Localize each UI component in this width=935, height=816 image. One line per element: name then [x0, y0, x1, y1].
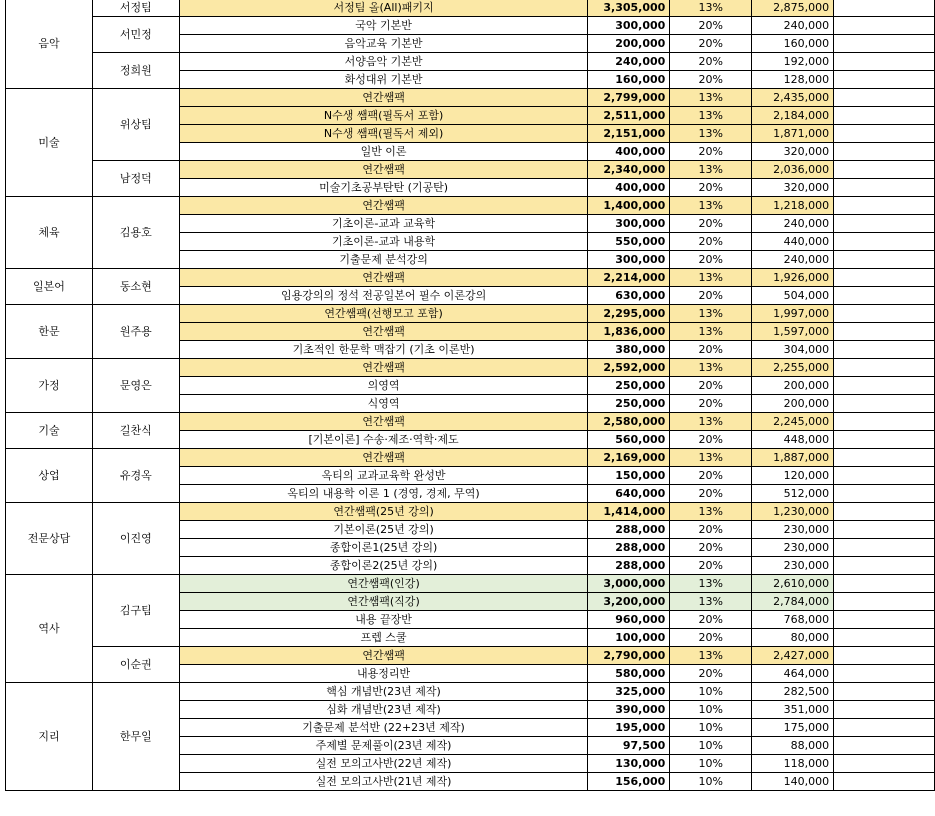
teacher-cell[interactable]: 길찬식 [92, 413, 179, 449]
course-cell[interactable]: 연간쌤팩(직강) [179, 593, 588, 611]
final-price-cell[interactable]: 464,000 [752, 665, 834, 683]
empty-cell [834, 485, 935, 503]
price-cell[interactable]: 250,000 [588, 377, 670, 395]
course-cell[interactable]: 실전 모의고사반(21년 제작) [179, 773, 588, 791]
price-cell[interactable]: 2,340,000 [588, 161, 670, 179]
table-row [6, 53, 935, 71]
price-cell[interactable]: 2,799,000 [588, 89, 670, 107]
final-price-cell[interactable]: 118,000 [752, 755, 834, 773]
empty-cell [834, 503, 935, 521]
empty-cell [834, 269, 935, 287]
teacher-cell[interactable]: 김용호 [92, 197, 179, 269]
course-cell[interactable]: 내용 끝장반 [179, 611, 588, 629]
course-cell[interactable]: 일반 이론 [179, 143, 588, 161]
discount-rate-cell[interactable]: 13% [670, 161, 752, 179]
course-cell[interactable]: 주제별 문제풀이(23년 제작) [179, 737, 588, 755]
final-price-cell[interactable]: 1,887,000 [752, 449, 834, 467]
price-cell[interactable]: 300,000 [588, 251, 670, 269]
price-cell[interactable]: 325,000 [588, 683, 670, 701]
final-price-cell[interactable]: 351,000 [752, 701, 834, 719]
empty-cell [834, 683, 935, 701]
empty-cell [834, 647, 935, 665]
empty-cell [834, 575, 935, 593]
price-cell[interactable]: 3,305,000 [588, 0, 670, 17]
price-cell[interactable]: 300,000 [588, 17, 670, 35]
final-price-cell[interactable]: 200,000 [752, 395, 834, 413]
price-cell[interactable]: 390,000 [588, 701, 670, 719]
course-cell[interactable]: 연간쌤팩 [179, 413, 588, 431]
course-cell[interactable]: 식영역 [179, 395, 588, 413]
price-cell[interactable]: 250,000 [588, 395, 670, 413]
discount-rate-cell[interactable]: 20% [670, 485, 752, 503]
price-cell[interactable]: 288,000 [588, 539, 670, 557]
discount-rate-cell[interactable]: 10% [670, 719, 752, 737]
price-cell[interactable]: 150,000 [588, 467, 670, 485]
discount-rate-cell[interactable]: 10% [670, 755, 752, 773]
price-cell[interactable]: 1,400,000 [588, 197, 670, 215]
course-cell[interactable]: 연간쌤팩 [179, 647, 588, 665]
final-price-cell[interactable]: 304,000 [752, 341, 834, 359]
price-cell[interactable]: 2,592,000 [588, 359, 670, 377]
course-cell[interactable]: 기초이론-교과 교육학 [179, 215, 588, 233]
course-cell[interactable]: 국악 기본반 [179, 17, 588, 35]
empty-cell [834, 629, 935, 647]
final-price-cell[interactable]: 230,000 [752, 539, 834, 557]
table-row [6, 413, 935, 431]
discount-rate-cell[interactable]: 20% [670, 233, 752, 251]
final-price-cell[interactable]: 120,000 [752, 467, 834, 485]
teacher-cell[interactable]: 이순권 [92, 647, 179, 683]
table-row [6, 17, 935, 35]
final-price-cell[interactable]: 240,000 [752, 251, 834, 269]
course-cell[interactable]: 연간쌤팩 [179, 197, 588, 215]
course-cell[interactable]: 임용강의의 정석 전공일본어 필수 이론강의 [179, 287, 588, 305]
empty-cell [834, 71, 935, 89]
price-cell[interactable]: 2,295,000 [588, 305, 670, 323]
empty-cell [834, 701, 935, 719]
final-price-cell[interactable]: 1,926,000 [752, 269, 834, 287]
subject-cell[interactable]: 한문 [6, 305, 93, 359]
empty-cell [834, 215, 935, 233]
final-price-cell[interactable]: 2,036,000 [752, 161, 834, 179]
discount-rate-cell[interactable]: 13% [670, 359, 752, 377]
course-cell[interactable]: 옥티의 교과교육학 완성반 [179, 467, 588, 485]
final-price-cell[interactable]: 1,230,000 [752, 503, 834, 521]
course-cell[interactable]: 음악교육 기본반 [179, 35, 588, 53]
final-price-cell[interactable]: 160,000 [752, 35, 834, 53]
teacher-cell[interactable]: 위상팀 [92, 89, 179, 161]
discount-rate-cell[interactable]: 20% [670, 395, 752, 413]
subject-cell[interactable]: 음악 [6, 0, 93, 89]
final-price-cell[interactable]: 2,610,000 [752, 575, 834, 593]
price-cell[interactable]: 288,000 [588, 557, 670, 575]
subject-cell[interactable]: 일본어 [6, 269, 93, 305]
table-row [6, 575, 935, 593]
discount-rate-cell[interactable]: 13% [670, 647, 752, 665]
empty-cell [834, 611, 935, 629]
empty-cell [834, 521, 935, 539]
table-row [6, 503, 935, 521]
final-price-cell[interactable]: 320,000 [752, 143, 834, 161]
table-row [6, 89, 935, 107]
empty-cell [834, 53, 935, 71]
price-cell[interactable]: 3,000,000 [588, 575, 670, 593]
final-price-cell[interactable]: 512,000 [752, 485, 834, 503]
empty-cell [834, 431, 935, 449]
price-cell[interactable]: 288,000 [588, 521, 670, 539]
discount-rate-cell[interactable]: 20% [670, 377, 752, 395]
empty-cell [834, 17, 935, 35]
final-price-cell[interactable]: 1,997,000 [752, 305, 834, 323]
course-cell[interactable]: 연간쌤팩(선행모고 포함) [179, 305, 588, 323]
price-cell[interactable]: 160,000 [588, 71, 670, 89]
final-price-cell[interactable]: 2,435,000 [752, 89, 834, 107]
empty-cell [834, 377, 935, 395]
course-cell[interactable]: 심화 개념반(23년 제작) [179, 701, 588, 719]
teacher-cell[interactable]: 서정팀 [92, 0, 179, 17]
empty-cell [834, 161, 935, 179]
course-cell[interactable]: 연간쌤팩 [179, 359, 588, 377]
price-cell[interactable]: 156,000 [588, 773, 670, 791]
table-row [6, 0, 935, 17]
discount-rate-cell[interactable]: 13% [670, 107, 752, 125]
price-cell[interactable]: 97,500 [588, 737, 670, 755]
final-price-cell[interactable]: 192,000 [752, 53, 834, 71]
course-cell[interactable]: 옥티의 내용학 이론 1 (경영, 경제, 무역) [179, 485, 588, 503]
discount-rate-cell[interactable]: 10% [670, 737, 752, 755]
discount-rate-cell[interactable]: 20% [670, 287, 752, 305]
price-cell[interactable]: 300,000 [588, 215, 670, 233]
subject-cell[interactable]: 가정 [6, 359, 93, 413]
teacher-cell[interactable]: 정희원 [92, 53, 179, 89]
course-cell[interactable]: 기출문제 분석반 (22+23년 제작) [179, 719, 588, 737]
course-cell[interactable]: 연간쌤팩(인강) [179, 575, 588, 593]
price-cell[interactable]: 380,000 [588, 341, 670, 359]
table-row [6, 197, 935, 215]
price-table [5, 0, 935, 791]
discount-rate-cell[interactable]: 13% [670, 0, 752, 17]
empty-cell [834, 539, 935, 557]
price-cell[interactable]: 240,000 [588, 53, 670, 71]
price-cell[interactable]: 200,000 [588, 35, 670, 53]
table-row [6, 269, 935, 287]
final-price-cell[interactable]: 80,000 [752, 629, 834, 647]
empty-cell [834, 107, 935, 125]
course-cell[interactable]: 연간쌤팩 [179, 323, 588, 341]
subject-cell[interactable]: 미술 [6, 89, 93, 197]
table-row [6, 305, 935, 323]
course-cell[interactable]: 내용정리반 [179, 665, 588, 683]
final-price-cell[interactable]: 88,000 [752, 737, 834, 755]
empty-cell [834, 737, 935, 755]
empty-cell [834, 125, 935, 143]
final-price-cell[interactable]: 1,218,000 [752, 197, 834, 215]
empty-cell [834, 287, 935, 305]
price-cell[interactable]: 2,511,000 [588, 107, 670, 125]
price-cell[interactable]: 195,000 [588, 719, 670, 737]
subject-cell[interactable]: 체육 [6, 197, 93, 269]
discount-rate-cell[interactable]: 20% [670, 341, 752, 359]
final-price-cell[interactable]: 768,000 [752, 611, 834, 629]
discount-rate-cell[interactable]: 20% [670, 431, 752, 449]
subject-cell[interactable]: 역사 [6, 575, 93, 683]
empty-cell [834, 413, 935, 431]
course-cell[interactable]: 기출문제 분석강의 [179, 251, 588, 269]
course-cell[interactable]: 연간쌤팩 [179, 161, 588, 179]
course-cell[interactable]: N수생 쌤팩(필독서 제외) [179, 125, 588, 143]
discount-rate-cell[interactable]: 13% [670, 413, 752, 431]
course-cell[interactable]: 서양음악 기본반 [179, 53, 588, 71]
final-price-cell[interactable]: 128,000 [752, 71, 834, 89]
price-cell[interactable]: 960,000 [588, 611, 670, 629]
empty-cell [834, 323, 935, 341]
empty-cell [834, 449, 935, 467]
final-price-cell[interactable]: 2,255,000 [752, 359, 834, 377]
course-cell[interactable]: 연간쌤팩 [179, 449, 588, 467]
price-cell[interactable]: 560,000 [588, 431, 670, 449]
price-cell[interactable]: 550,000 [588, 233, 670, 251]
discount-rate-cell[interactable]: 13% [670, 503, 752, 521]
discount-rate-cell[interactable]: 13% [670, 575, 752, 593]
final-price-cell[interactable]: 504,000 [752, 287, 834, 305]
course-cell[interactable]: 종합이론2(25년 강의) [179, 557, 588, 575]
discount-rate-cell[interactable]: 10% [670, 773, 752, 791]
course-cell[interactable]: 종합이론1(25년 강의) [179, 539, 588, 557]
course-cell[interactable]: 연간쌤팩(25년 강의) [179, 503, 588, 521]
teacher-cell[interactable]: 동소현 [92, 269, 179, 305]
empty-cell [834, 773, 935, 791]
empty-cell [834, 665, 935, 683]
final-price-cell[interactable]: 230,000 [752, 521, 834, 539]
discount-rate-cell[interactable]: 13% [670, 197, 752, 215]
price-cell[interactable]: 100,000 [588, 629, 670, 647]
discount-rate-cell[interactable]: 10% [670, 683, 752, 701]
final-price-cell[interactable]: 2,184,000 [752, 107, 834, 125]
teacher-cell[interactable]: 한무일 [92, 683, 179, 791]
price-cell[interactable]: 130,000 [588, 755, 670, 773]
final-price-cell[interactable]: 2,427,000 [752, 647, 834, 665]
final-price-cell[interactable]: 2,784,000 [752, 593, 834, 611]
course-cell[interactable]: 실전 모의고사반(22년 제작) [179, 755, 588, 773]
table-body [6, 0, 935, 791]
discount-rate-cell[interactable]: 20% [670, 665, 752, 683]
discount-rate-cell[interactable]: 20% [670, 179, 752, 197]
teacher-cell[interactable]: 남정덕 [92, 161, 179, 197]
discount-rate-cell[interactable]: 13% [670, 323, 752, 341]
course-cell[interactable]: 기본이론(25년 강의) [179, 521, 588, 539]
empty-cell [834, 719, 935, 737]
discount-rate-cell[interactable]: 10% [670, 701, 752, 719]
price-cell[interactable]: 3,200,000 [588, 593, 670, 611]
final-price-cell[interactable]: 240,000 [752, 215, 834, 233]
price-cell[interactable]: 640,000 [588, 485, 670, 503]
empty-cell [834, 359, 935, 377]
discount-rate-cell[interactable]: 13% [670, 305, 752, 323]
discount-rate-cell[interactable]: 20% [670, 17, 752, 35]
empty-cell [834, 395, 935, 413]
final-price-cell[interactable]: 200,000 [752, 377, 834, 395]
discount-rate-cell[interactable]: 20% [670, 215, 752, 233]
final-price-cell[interactable]: 2,875,000 [752, 0, 834, 17]
price-cell[interactable]: 400,000 [588, 143, 670, 161]
price-cell[interactable]: 1,414,000 [588, 503, 670, 521]
course-cell[interactable]: 서정팀 올(All)패키지 [179, 0, 588, 17]
final-price-cell[interactable]: 230,000 [752, 557, 834, 575]
empty-cell [834, 341, 935, 359]
teacher-cell[interactable]: 원주용 [92, 305, 179, 359]
discount-rate-cell[interactable]: 13% [670, 449, 752, 467]
empty-cell [834, 179, 935, 197]
subject-cell[interactable]: 지리 [6, 683, 93, 791]
price-cell[interactable]: 400,000 [588, 179, 670, 197]
empty-cell [834, 233, 935, 251]
empty-cell [834, 197, 935, 215]
course-cell[interactable]: [기본이론] 수송·제조·역학·제도 [179, 431, 588, 449]
table-row [6, 647, 935, 665]
empty-cell [834, 305, 935, 323]
final-price-cell[interactable]: 448,000 [752, 431, 834, 449]
empty-cell [834, 593, 935, 611]
teacher-cell[interactable]: 이진영 [92, 503, 179, 575]
discount-rate-cell[interactable]: 20% [670, 629, 752, 647]
final-price-cell[interactable]: 2,245,000 [752, 413, 834, 431]
price-cell[interactable]: 2,169,000 [588, 449, 670, 467]
empty-cell [834, 251, 935, 269]
course-cell[interactable]: N수생 쌤팩(필독서 포함) [179, 107, 588, 125]
course-cell[interactable]: 의영역 [179, 377, 588, 395]
discount-rate-cell[interactable]: 20% [670, 539, 752, 557]
price-cell[interactable]: 2,151,000 [588, 125, 670, 143]
final-price-cell[interactable]: 140,000 [752, 773, 834, 791]
empty-cell [834, 143, 935, 161]
price-cell[interactable]: 1,836,000 [588, 323, 670, 341]
price-cell[interactable]: 2,790,000 [588, 647, 670, 665]
subject-cell[interactable]: 전문상담 [6, 503, 93, 575]
discount-rate-cell[interactable]: 13% [670, 269, 752, 287]
discount-rate-cell[interactable]: 20% [670, 35, 752, 53]
table-row [6, 359, 935, 377]
teacher-cell[interactable]: 유경옥 [92, 449, 179, 503]
discount-rate-cell[interactable]: 13% [670, 593, 752, 611]
course-cell[interactable]: 기초이론-교과 내용학 [179, 233, 588, 251]
discount-rate-cell[interactable]: 20% [670, 611, 752, 629]
final-price-cell[interactable]: 240,000 [752, 17, 834, 35]
discount-rate-cell[interactable]: 13% [670, 89, 752, 107]
empty-cell [834, 0, 935, 17]
discount-rate-cell[interactable]: 20% [670, 557, 752, 575]
subject-cell[interactable]: 기술 [6, 413, 93, 449]
empty-cell [834, 557, 935, 575]
subject-cell[interactable]: 상업 [6, 449, 93, 503]
empty-cell [834, 755, 935, 773]
course-cell[interactable]: 화성대위 기본반 [179, 71, 588, 89]
discount-rate-cell[interactable]: 13% [670, 125, 752, 143]
table-row [6, 683, 935, 701]
course-cell[interactable]: 미술기초공부탄탄 (기공탄) [179, 179, 588, 197]
teacher-cell[interactable]: 김구팀 [92, 575, 179, 647]
final-price-cell[interactable]: 282,500 [752, 683, 834, 701]
teacher-cell[interactable]: 서민정 [92, 17, 179, 53]
course-cell[interactable]: 핵심 개념반(23년 제작) [179, 683, 588, 701]
discount-rate-cell[interactable]: 20% [670, 521, 752, 539]
discount-rate-cell[interactable]: 20% [670, 467, 752, 485]
discount-rate-cell[interactable]: 20% [670, 251, 752, 269]
course-cell[interactable]: 프렙 스쿨 [179, 629, 588, 647]
price-cell[interactable]: 2,214,000 [588, 269, 670, 287]
price-cell[interactable]: 580,000 [588, 665, 670, 683]
table-row [6, 161, 935, 179]
course-cell[interactable]: 기초적인 한문학 맥잡기 (기초 이론반) [179, 341, 588, 359]
discount-rate-cell[interactable]: 20% [670, 71, 752, 89]
price-cell[interactable]: 630,000 [588, 287, 670, 305]
final-price-cell[interactable]: 320,000 [752, 179, 834, 197]
teacher-cell[interactable]: 문영은 [92, 359, 179, 413]
course-cell[interactable]: 연간쌤팩 [179, 269, 588, 287]
empty-cell [834, 467, 935, 485]
final-price-cell[interactable]: 1,871,000 [752, 125, 834, 143]
empty-cell [834, 35, 935, 53]
empty-cell [834, 89, 935, 107]
final-price-cell[interactable]: 440,000 [752, 233, 834, 251]
price-cell[interactable]: 2,580,000 [588, 413, 670, 431]
course-cell[interactable]: 연간쌤팩 [179, 89, 588, 107]
discount-rate-cell[interactable]: 20% [670, 53, 752, 71]
table-row [6, 449, 935, 467]
discount-rate-cell[interactable]: 20% [670, 143, 752, 161]
final-price-cell[interactable]: 1,597,000 [752, 323, 834, 341]
final-price-cell[interactable]: 175,000 [752, 719, 834, 737]
